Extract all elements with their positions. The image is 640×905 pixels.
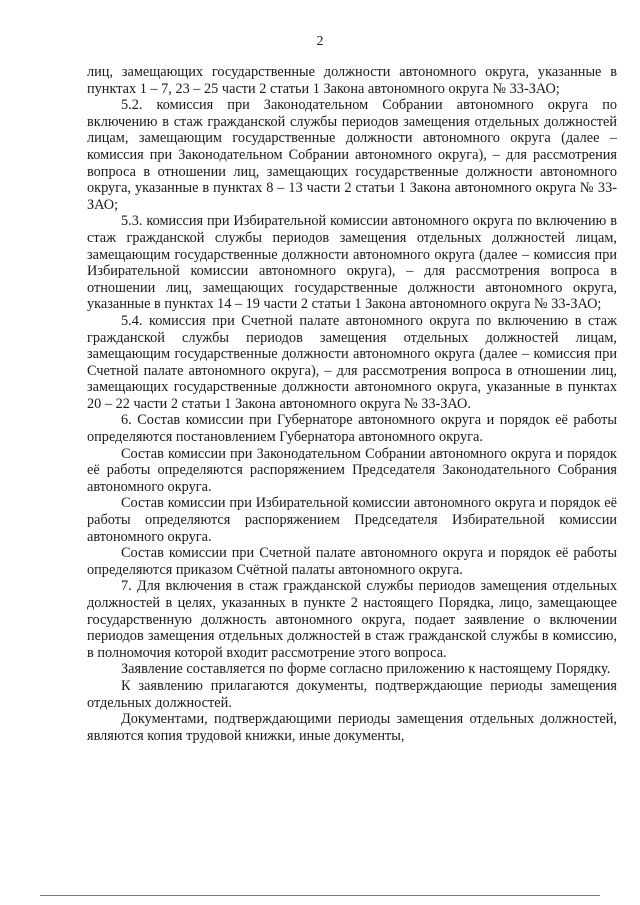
- paragraph-audit-chamber-commission: Состав комиссии при Счетной палате автономного округа и порядок её работы определяются приказом Счётной палаты автономного округа.: [87, 545, 617, 578]
- paragraph-5-2: 5.2. комиссия при Законодательном Собрании автономного округа по включению в стаж гражданской службы периодов замещения отдельных должностей лицам, замещающим государственные должности автономного округа (далее – комиссия при Законодательном Собрании автономного округа), – для рассмотрения вопроса в отношении лиц, замещающих государственные должности автономного округа, указанные в пунктах 8 – 13 части 2 статьи 1 Закона автономного округа № 33-ЗАО;: [87, 97, 617, 213]
- page-bottom-divider: [40, 895, 600, 896]
- paragraph-application-form: Заявление составляется по форме согласно приложению к настоящему Порядку.: [121, 661, 611, 678]
- paragraph-5-4: 5.4. комиссия при Счетной палате автономного округа по включению в стаж гражданской службы периодов замещения отдельных должностей лицам, замещающим государственные должности автономного округа (далее – комиссия при Счетной палате автономного округа), – для рассмотрения вопроса в отношении лиц, замещающих государственные должности автономного округа, указанные в пунктах 20 – 22 части 2 статьи 1 Закона автономного округа № 33-ЗАО.: [87, 312, 617, 412]
- page-number: 2: [316, 34, 324, 49]
- document-body: [87, 64, 617, 744]
- paragraph-continuation: лиц, замещающих государственные должности автономного округа, указанные в пунктах 1 – 7, 23 – 25 части 2 статьи 1 Закона автономного округа № 33-ЗАО;: [87, 64, 617, 97]
- paragraph-confirming-documents: Документами, подтверждающими периоды замещения отдельных должностей, являются копия трудовой книжки, иные документы,: [87, 711, 617, 744]
- paragraph-electoral-commission: Состав комиссии при Избирательной комиссии автономного округа и порядок её работы определяются распоряжением Председателя Избирательной комиссии автономного округа.: [87, 495, 617, 545]
- paragraph-attached-documents: К заявлению прилагаются документы, подтверждающие периоды замещения отдельных должностей.: [87, 677, 617, 711]
- paragraph-6: 6. Состав комиссии при Губернаторе автономного округа и порядок её работы определяются постановлением Губернатора автономного округа.: [87, 412, 617, 446]
- paragraph-7: 7. Для включения в стаж гражданской службы периодов замещения отдельных должностей в целях, указанных в пункте 2 настоящего Порядка, лицо, замещающее государственную должность автономного округа, подает заявление о включении периодов замещения отдельных должностей в стаж гражданской службы в комиссию, в полномочия которой входит рассмотрение этого вопроса.: [87, 578, 617, 661]
- paragraph-5-3: 5.3. комиссия при Избирательной комиссии автономного округа по включению в стаж гражданской службы периодов замещения отдельных должностей лицам, замещающим государственные должности автономного округа (далее – комиссия при Избирательной комиссии автономного округа), – для рассмотрения вопроса в отношении лиц, замещающих государственные должности автономного округа, указанные в пунктах 14 – 19 части 2 статьи 1 Закона автономного округа № 33-ЗАО;: [87, 213, 617, 313]
- paragraph-legislative-commission: Состав комиссии при Законодательном Собрании автономного округа и порядок её работы определяются распоряжением Председателя Законодательного Собрания автономного округа.: [87, 445, 617, 495]
